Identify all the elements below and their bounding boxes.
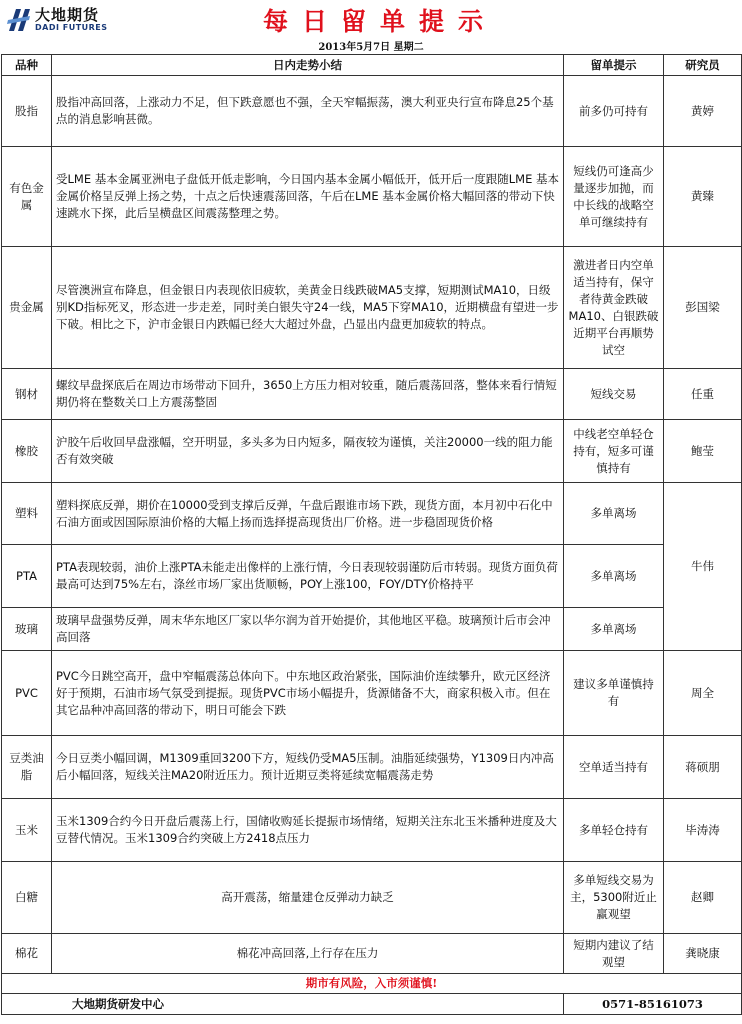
header: [0, 0, 742, 38]
table-row: [2, 369, 742, 420]
footer-phone: 0571-85161073: [564, 994, 742, 1015]
row-summary: 棉花冲高回落,上行存在压力: [52, 934, 564, 974]
column-header-category: 品种: [2, 55, 52, 76]
row-researcher: 牛伟: [664, 483, 742, 651]
page-title: 每日留单提示: [262, 7, 497, 36]
row-summary: 玻璃早盘强势反弹，周末华东地区厂家以华尔润为首开始提价，其他地区平稳。玻璃预计后市会冲高回落: [52, 608, 564, 651]
table-row: [2, 799, 742, 862]
table-row: [2, 147, 742, 247]
row-tip: 短线交易: [564, 369, 664, 420]
table-row: [2, 651, 742, 736]
notice-table: [1, 54, 742, 1015]
row-researcher: 赵卿: [664, 862, 742, 934]
row-category: PVC: [2, 651, 52, 736]
table-row: [2, 76, 742, 147]
row-summary: 螺纹早盘探底后在周边市场带动下回升，3650上方压力相对较重，随后震荡回落，整体来看行情短期仍将在整数关口上方震荡整固: [52, 369, 564, 420]
row-tip: 激进者日内空单适当持有，保守者待黄金跌破MA10、白银跌破近期平台再顺势试空: [564, 247, 664, 369]
row-summary: PVC今日跳空高开，盘中窄幅震荡总体向下。中东地区政治紧张，国际油价连续攀升，欧元区经济好于预期，石油市场气氛受到提振。现货PVC市场小幅提升，货源储备不大，商家积极入市。但在其它品种冲高回落的带动下，明日可能会下跌: [52, 651, 564, 736]
row-category: 棉花: [2, 934, 52, 974]
row-researcher: 周全: [664, 651, 742, 736]
table-row: [2, 934, 742, 974]
row-tip: 建议多单谨慎持有: [564, 651, 664, 736]
row-tip: 空单适当持有: [564, 736, 664, 799]
column-header-summary: 日内走势小结: [52, 55, 564, 76]
row-tip: 短期内建议了结观望: [564, 934, 664, 974]
row-researcher: 彭国梁: [664, 247, 742, 369]
row-category: 白糖: [2, 862, 52, 934]
column-header-researcher: 研究员: [664, 55, 742, 76]
row-category: 豆类油脂: [2, 736, 52, 799]
row-category: PTA: [2, 545, 52, 608]
row-tip: 多单离场: [564, 545, 664, 608]
row-category: 股指: [2, 76, 52, 147]
row-tip: 多单轻仓持有: [564, 799, 664, 862]
row-category: 塑料: [2, 483, 52, 545]
row-tip: 前多仍可持有: [564, 76, 664, 147]
table-row: [2, 545, 742, 608]
row-category: 玻璃: [2, 608, 52, 651]
table-header-row: [2, 55, 742, 76]
row-summary: PTA表现较弱，油价上涨PTA未能走出像样的上涨行情，今日表现较弱谨防后市转弱。现货方面负荷最高可达到75%左右，涤丝市场厂家出货顺畅，POY上涨100，FOY/DTY价格持平: [52, 545, 564, 608]
row-tip: 多单离场: [564, 483, 664, 545]
company-logo-icon: [6, 5, 32, 33]
footer-row: [2, 994, 742, 1015]
table-row: [2, 247, 742, 369]
row-category: 钢材: [2, 369, 52, 420]
row-tip: 中线老空单轻仓持有，短多可谨慎持有: [564, 420, 664, 483]
row-researcher: 黄婷: [664, 76, 742, 147]
logo-english-name: DADI FUTURES: [35, 23, 108, 32]
row-tip: 多单离场: [564, 608, 664, 651]
row-researcher: 龚晓康: [664, 934, 742, 974]
row-category: 贵金属: [2, 247, 52, 369]
row-summary: 高开震荡，缩量建仓反弹动力缺乏: [52, 862, 564, 934]
row-researcher: 鲍莹: [664, 420, 742, 483]
table-row: [2, 608, 742, 651]
footer-organization: 大地期货研发中心: [2, 994, 564, 1015]
column-header-tip: 留单提示: [564, 55, 664, 76]
row-researcher: 蒋硕朋: [664, 736, 742, 799]
risk-warning: 期市有风险，入市须谨慎!: [2, 974, 742, 994]
row-summary: 受LME 基本金属亚洲电子盘低开低走影响，今日国内基本金属小幅低开，低开后一度跟随LME 基本金属价格呈反弹上扬之势，十点之后快速震荡回落，午后在LME 基本金属价格大幅回落的带动下快速跳水下探，此后呈横盘区间震荡整理之势。: [52, 147, 564, 247]
risk-row: [2, 974, 742, 994]
logo-chinese-name: 大地期货: [35, 6, 100, 24]
row-summary: 塑料探底反弹，期价在10000受到支撑后反弹，午盘后跟谁市场下跌，现货方面，本月初中石化中石油方面或因国际原油价格的大幅上扬而选择提高现货出厂价格。进一步稳固现货价格: [52, 483, 564, 545]
row-summary: 股指冲高回落，上涨动力不足，但下跌意愿也不强，全天窄幅振荡，澳大利亚央行宣布降息25个基点的消息影响甚微。: [52, 76, 564, 147]
row-summary: 尽管澳洲宣布降息，但金银日内表现依旧疲软，美黄金日线跌破MA5支撑，短期测试MA10，日级别KD指标死叉，形态进一步走差，同时美白银失守24一线，MA5下穿MA10，近期横盘有望进一步下破。相比之下，沪市金银日内跌幅已经大大超过外盘，凸显出内盘更加疲软的特点。: [52, 247, 564, 369]
row-researcher: 毕涛涛: [664, 799, 742, 862]
row-category: 橡胶: [2, 420, 52, 483]
table-row: [2, 736, 742, 799]
row-summary: 沪胶午后收回早盘涨幅，空开明显，多头多为日内短多，隔夜较为谨慎，关注20000一线的阻力能否有效突破: [52, 420, 564, 483]
table-row: [2, 420, 742, 483]
row-researcher: 黄臻: [664, 147, 742, 247]
row-researcher: 任重: [664, 369, 742, 420]
report-date: 2013年5月7日 星期二: [318, 42, 424, 53]
row-tip: 多单短线交易为主，5300附近止赢观望: [564, 862, 664, 934]
company-logo: [6, 4, 126, 34]
row-tip: 短线仍可逢高少量逐步加抛，而中长线的战略空单可继续持有: [564, 147, 664, 247]
row-category: 玉米: [2, 799, 52, 862]
row-summary: 玉米1309合约今日开盘后震荡上行，国储收购延长提振市场情绪，短期关注东北玉米播种进度及大豆替代情况。玉米1309合约突破上方2418点压力: [52, 799, 564, 862]
table-row: [2, 483, 742, 545]
row-category: 有色金属: [2, 147, 52, 247]
table-row: [2, 862, 742, 934]
row-summary: 今日豆类小幅回调，M1309重回3200下方，短线仍受MA5压制。油脂延续强势，Y1309日内冲高后小幅回落，短线关注MA20附近压力。预计近期豆类将延续宽幅震荡走势: [52, 736, 564, 799]
